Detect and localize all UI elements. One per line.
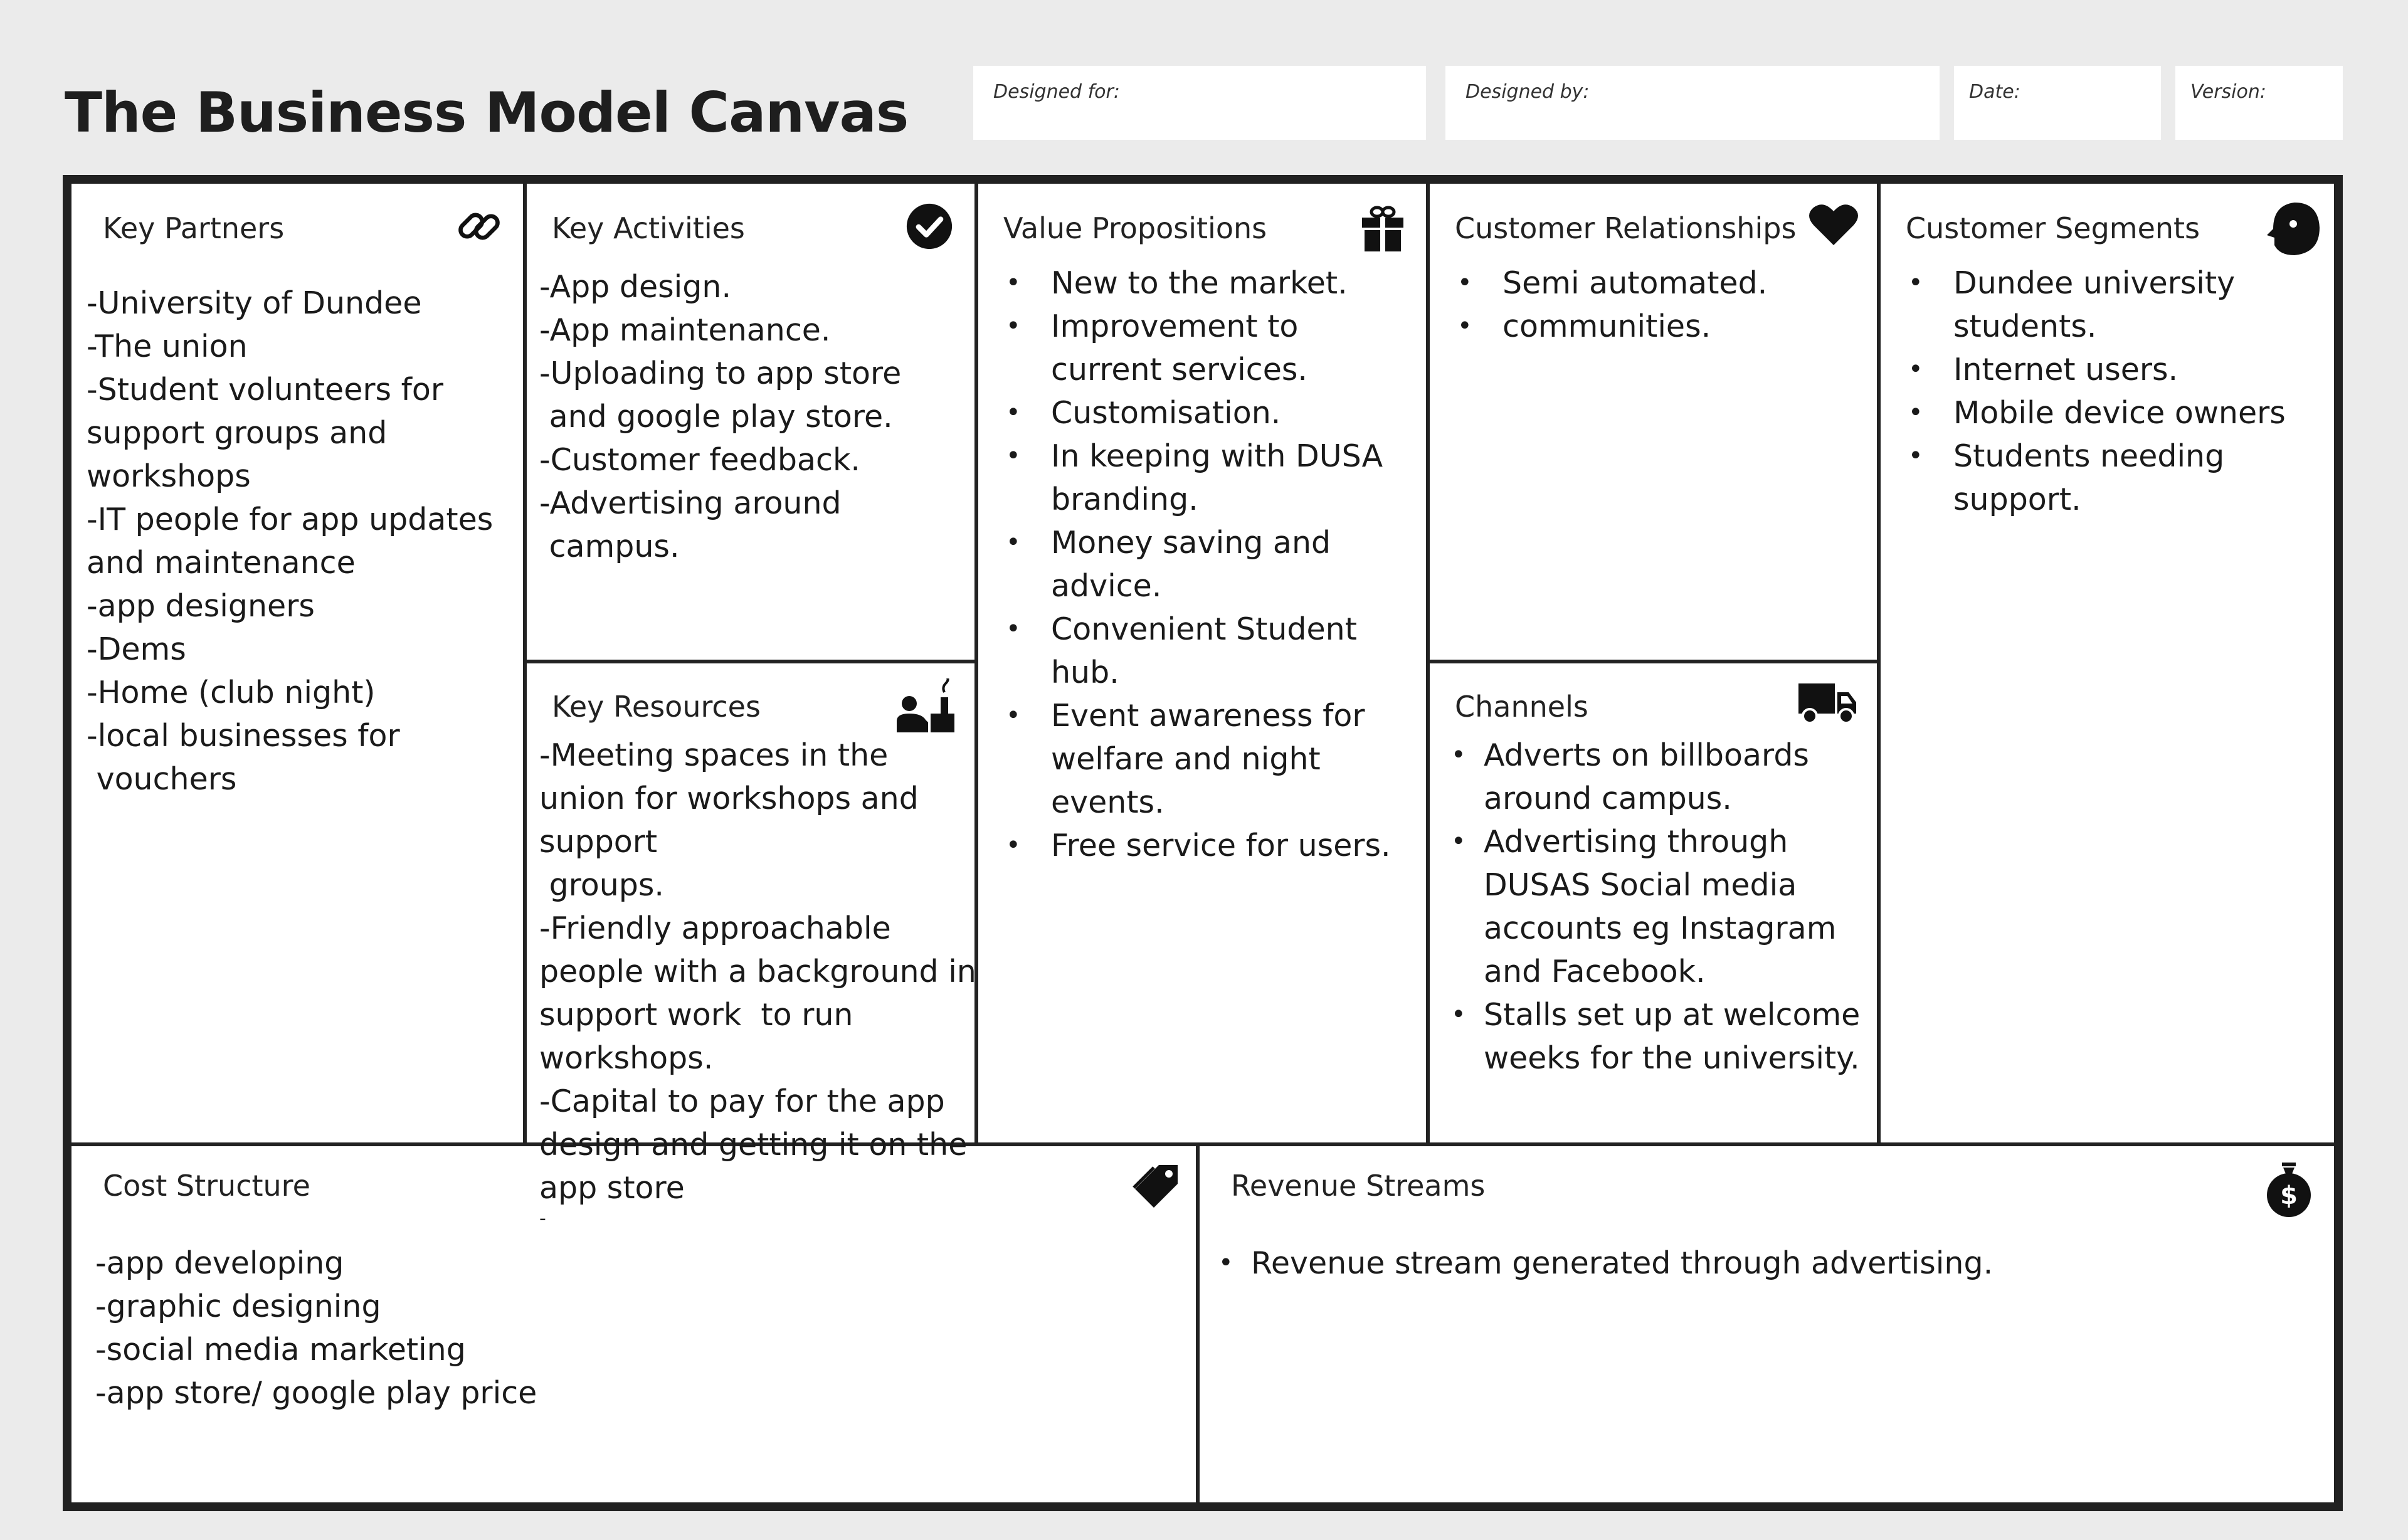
heart-icon — [1809, 203, 1859, 246]
value-propositions-item: • In keeping with DUSA branding. — [1003, 435, 1405, 521]
designed-for-label: Designed for: — [993, 81, 1120, 103]
channels-list — [1451, 734, 1870, 1080]
key-activities-item: -App maintenance. — [539, 312, 831, 348]
cost-structure-list — [95, 1242, 1161, 1415]
key-activities-title: Key Activities — [552, 211, 745, 245]
channels-block — [1430, 663, 1877, 1142]
key-activities-list — [539, 265, 966, 568]
designed-by-field[interactable] — [1445, 66, 1940, 140]
cost-structure-item: -app store/ google play price — [95, 1375, 537, 1411]
checkmark-icon — [906, 203, 953, 250]
money-bag-icon — [2266, 1161, 2312, 1218]
key-partners-item: -local businesses for vouchers — [87, 718, 400, 797]
value-propositions-item: • Free service for users. — [1003, 824, 1405, 867]
customer-segments-title: Customer Segments — [1906, 211, 2200, 245]
key-activities-item: -App design. — [539, 269, 732, 305]
designed-by-label: Designed by: — [1465, 81, 1590, 103]
revenue-streams-list — [1218, 1242, 2310, 1285]
key-activities-item: -Uploading to app store and google play store. — [539, 356, 902, 435]
value-propositions-item: • New to the market. — [1003, 261, 1405, 305]
channels-item: • Advertising through DUSAS Social media accounts eg Instagram and Facebook. — [1451, 820, 1865, 993]
version-label: Version: — [2190, 81, 2266, 103]
cost-structure-item: -graphic designing — [95, 1289, 381, 1324]
page-title: The Business Model Canvas — [65, 80, 909, 145]
customer-segments-block — [1881, 184, 2334, 1142]
customer-segments-item: • Students needing support. — [1906, 435, 2320, 521]
cost-structure-block — [71, 1146, 1196, 1502]
revenue-streams-block — [1200, 1146, 2334, 1502]
key-activities-block — [527, 184, 974, 660]
value-propositions-title: Value Propositions — [1003, 211, 1267, 245]
key-resources-title: Key Resources — [552, 690, 761, 724]
cost-structure-title: Cost Structure — [103, 1169, 310, 1203]
gift-icon — [1361, 205, 1405, 253]
customer-segments-list — [1906, 261, 2320, 521]
link-icon — [455, 203, 503, 250]
value-propositions-item: • Convenient Student hub. — [1003, 608, 1405, 694]
revenue-streams-item: • Revenue stream generated through advertising. — [1218, 1242, 2310, 1285]
cost-structure-item: -social media marketing — [95, 1332, 466, 1368]
key-activities-item: -Customer feedback. — [539, 442, 860, 478]
cost-structure-item: -app developing — [95, 1245, 344, 1281]
version-field[interactable] — [2175, 66, 2343, 140]
value-propositions-list — [1003, 261, 1405, 867]
revenue-streams-title: Revenue Streams — [1231, 1169, 1486, 1203]
truck-icon — [1797, 682, 1857, 724]
customer-segments-item: • Internet users. — [1906, 348, 2320, 391]
value-propositions-item: • Improvement to current services. — [1003, 305, 1405, 391]
key-resources-item: - — [539, 1208, 546, 1230]
key-resources-item: -Meeting spaces in the union for workshops and support groups. — [539, 737, 919, 903]
value-propositions-item: • Money saving and advice. — [1003, 521, 1405, 608]
key-activities-item: -Advertising around campus. — [539, 485, 842, 564]
date-field[interactable] — [1954, 66, 2161, 140]
channels-item: • Stalls set up at welcome weeks for the university. — [1451, 993, 1865, 1080]
key-partners-title: Key Partners — [103, 211, 285, 245]
channels-title: Channels — [1455, 690, 1588, 724]
customer-segments-item: • Mobile device owners — [1906, 391, 2320, 435]
customer-relationships-item: • communities. — [1455, 305, 1856, 348]
face-icon — [2264, 201, 2321, 256]
key-resources-item: -Capital to pay for the app design and getting it on the app store — [539, 1084, 977, 1206]
key-partners-list — [87, 282, 503, 801]
key-partners-item: -Dems — [87, 631, 186, 667]
channels-item: • Adverts on billboards around campus. — [1451, 734, 1865, 820]
key-partners-item: -University of Dundee — [87, 285, 422, 321]
key-resources-block — [527, 663, 986, 1230]
value-propositions-block — [978, 184, 1426, 1142]
svg-text:$: $ — [2280, 1181, 2298, 1210]
business-model-canvas — [63, 175, 2343, 1511]
designed-for-field[interactable] — [973, 66, 1426, 140]
value-propositions-item: • Event awareness for welfare and night events. — [1003, 694, 1405, 824]
key-partners-item: -Home (club night) — [87, 675, 376, 710]
date-label: Date: — [1969, 81, 2020, 103]
customer-relationships-list — [1455, 261, 1856, 348]
key-resources-item: -Friendly approachable people with a background in support work to run workshops. — [539, 910, 986, 1076]
customer-relationships-block — [1430, 184, 1877, 660]
price-tag-icon — [1130, 1163, 1180, 1213]
value-propositions-item: • Customisation. — [1003, 391, 1405, 435]
customer-relationships-title: Customer Relationships — [1455, 211, 1797, 245]
key-partners-item: -The union — [87, 329, 248, 364]
customer-relationships-item: • Semi automated. — [1455, 261, 1856, 305]
key-partners-item: -IT people for app updates and maintenance — [87, 502, 503, 581]
key-partners-item: -Student volunteers for support groups and workshops — [87, 372, 453, 494]
worker-factory-icon — [895, 678, 956, 734]
customer-segments-item: • Dundee university students. — [1906, 261, 2320, 348]
key-partners-block — [71, 184, 523, 1142]
key-partners-item: -app designers — [87, 588, 315, 624]
